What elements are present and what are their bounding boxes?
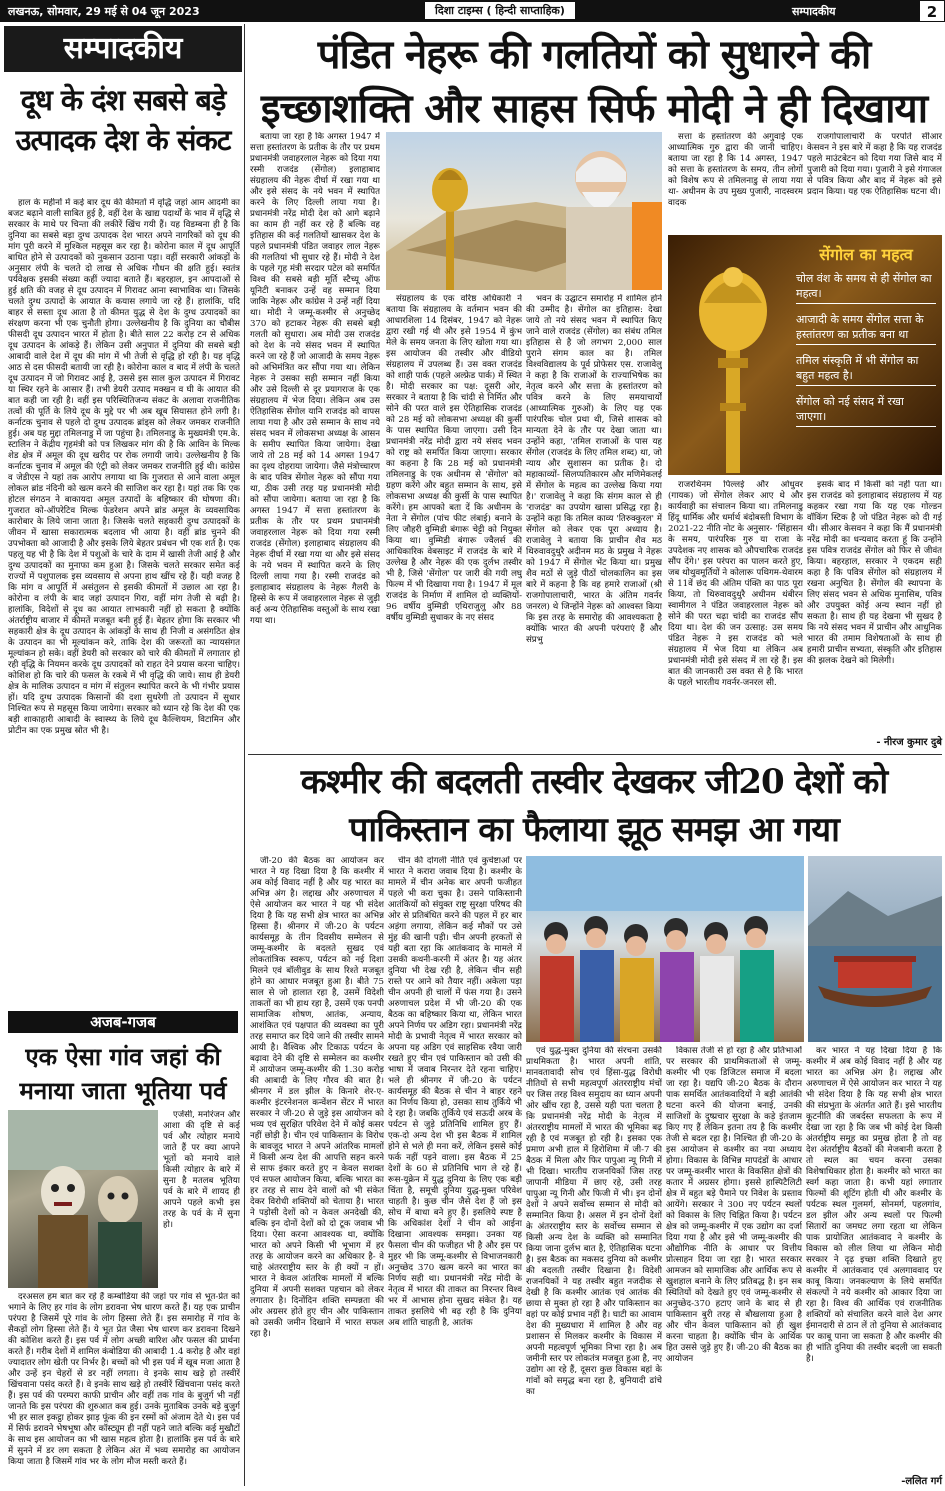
article1-col3: भवन के उद्घाटन समारोह में शामिल होने की उम्मीद है। सेंगोल का इतिहास: देखा जाये तो नये संसद भवन में स्थापित किए जाने वाले राजदंड (सेंगोल) का संबंध तमिल इतिहास से है जो लगभग 2,000 साल पुराने संगम काल का है। तमिल विश्वविद्यालय के पूर्व प्रोफेसर एस. राजावेलु ने कहा है कि राजाओं के राज्याभिषेक का नेतृत्व करने और सत्ता के हस्तांतरण को पवित्र करने के लिए समयाचार्यों (आध्यात्मिक गुरुओं) के लिए यह एक पारंपरिक चोल प्रथा थी, जिसे शासक को मान्यता देने के तौर पर देखा जाता था। उन्होंने कहा, 'तमिल राजाओं के पास यह सेंगोल (राजदंड के लिए तमिल शब्द) था, जो न्याय और सुशासन का प्रतीक है। दो महाकाव्यों- सिलप्पतिकारम और मणिमेकलई में सेंगोल के महत्व का उल्लेख किया गया है।' राजावेलु ने कहा कि संगम काल से ही 'राजदंड' का उपयोग खासा प्रसिद्ध रहा है। उन्होंने कहा कि तमिल काव्य 'तिरुक्कुरल' में सेंगोल को लेकर एक पूरा अध्याय है। राजावेलु ने बताया कि प्राचीन शैव मठ थिरुवावदुथुरै अदीनम मठ के प्रमुख ने नेहरू को 1947 में सेंगोल भेंट किया था। प्रमुख शैव मठों से जुड़े पीठों चोलकालिन का इस बारे में कहना है कि वह हमारे राजाओं (श्री राजगोपालाचारी, भारत के अंतिम गवर्नर जनरल) थे जिन्होंने नेहरू को आश्वस्त किया कि इस तरह के समारोह की आवश्यकता है क्योंकि भारत की अपनी परंपराएं हैं और संप्रभु — [526, 294, 662, 645]
article1-col4: सत्ता के हस्तांतरण की अगुवाई एक आध्यात्मिक गुरु द्वारा की जानी चाहिए। बताया जा रहा है कि 14 अगस्त, 1947 को सत्ता के हस्तांतरण के समय, तीन लोगों को विशेष रूप से तमिलनाडु से लाया गया था- अधीनम के उप मुख्य पुजारी, नादस्वरम वादक — [668, 132, 803, 208]
dateline: लखनऊ, सोमवार, 29 मई से 04 जून 2023 — [8, 5, 200, 18]
article2-col5: कर भारत ने यह दिखा दिया है कि कश्मीर में अब कोई विवाद नहीं है और यह भारत का अभिन्न अंग है। लद्दाख और अरुणाचल में ऐसे आयोजन कर भारत ने यह भी संदेश दिया है कि यह सभी क्षेत्र भारत की संप्रभुता के अंतर्गत आते हैं। इसे भारतीय कूटनीति की जबर्दस्त सफलता के रूप में देखा जा रहा है कि जब भी कोई देश किसी अंतर्राष्ट्रीय समूह का प्रमुख होता है तो वह देश अंतर्राष्ट्रीय बैठकों की मेजबानी करता है तो स्थल का चयन करना उसका विशेषाधिकार होता है। कश्मीर को भारत का स्वर्ग कहा जाता है। कभी यहां लगातार फिल्मों की शूटिंग होती थी और कश्मीर के पर्यटक स्थल गुलमर्ग, सोनमर्ग, पहलगांव, डल झील और अन्य स्थलों पर फिल्मी सितारों का जमघट लगा रहता था लेकिन पाक प्रायोजित आतंकवाद ने कश्मीर के विकास को लील लिया था लेकिन मोदी सरकार ने दृढ़ इच्छा शक्ति दिखाते हुए कश्मीर में आतंकवाद एवं अलगाववाद पर काबू किया। जनकल्याण के लिये समर्पित संकल्पों ने नये कश्मीर को आकार दिया जा रहा है। विश्व की आर्थिक एवं राजनीतिक शक्तियों को संचालित करने वाले देश अगर ईमानदारी से ठान लें तो दुनिया से आतंकवाद पर काबू पाना जा सकता है और कश्मीर की ही भांति दुनिया की तस्वीर बदली जा सकती है। — [806, 1046, 942, 1364]
sengol-importance-box — [668, 235, 942, 475]
article1-col2: संग्रहालय के एक वरिष्ठ अधिकारी ने बताया कि संग्रहालय के वर्तमान भवन की आधारशिला 14 दिसंबर, 1947 को नेहरू द्वारा रखी गई थी और इसे 1954 में कुंभ मेले के समय जनता के लिए खोला गया था। इस आयोजन की तस्वीर और वीडियो संग्रहालय में उपलब्ध हैं। उस वक्त राजदंड को शाही पार्क (पहले अल्फ्रेड पार्क) में स्थित है। मोदी सरकार का पक्ष: दूसरी ओर, सरकार ने बताया है कि चांदी से निर्मित और सोने की परत वाले इस ऐतिहासिक राजदंड को 28 मई को लोकसभा अध्यक्ष की कुर्सी के पास स्थापित किया जाएगा। उसी दिन प्रधानमंत्री नरेंद्र मोदी द्वारा नये संसद भवन को राष्ट्र को समर्पित किया जाएगा। सरकार का कहना है कि 28 मई को प्रधानमंत्री तमिलनाडु के एक अधीनम से 'सेंगोल' को ग्रहण करेंगे और बहुत सम्मान के साथ, इसे लोकसभा अध्यक्ष की कुर्सी के पास स्थापित करेंगे। हम आपको बता दें कि अधीनम के नेता ने सेंगोल (पांच फीट लंबाई) बनाने के लिए जौहरी वुम्मिडी बंगारू चेट्टी को नियुक्त किया था। वुम्मिडी बंगारू ज्वैलर्स की आधिकारिक वेबसाइट में राजदंड के बारे में उल्लेख है और नेहरू की एक दुर्लभ तस्वीर भी है, जिसे 'सेंगोल' पर जारी की गयी लघु फिल्म में भी दिखाया गया है। 1947 में मूल राजदंड के निर्माण में शामिल दो व्यक्तियों- 96 वर्षीय वुम्मिडी एथिराजुलु और 88 वर्षीय वुम्मिडी सुधाकर के नए संसद — [386, 294, 522, 623]
g20-delegates-photo — [526, 856, 804, 1042]
page-header — [0, 0, 945, 22]
article1-headline: पंडित नेहरू की गलतियों को सुधारने की इच्छाशक्ति और साहस सिर्फ मोदी ने ही दिखाया — [260, 31, 928, 132]
section-divider — [248, 754, 942, 755]
editorial-label: सम्पादकीय — [4, 26, 242, 72]
article2-col3: एवं युद्ध-मुक्त दुनिया की संरचना उसकी प्राथमिकता है। भारत अपनी शांति, मानवतावादी सोच एवं हिंसा-युद्ध विरोधी नीतियों से सभी महत्वपूर्ण अंतरराष्ट्रीय मंचों पर जिस तरह विश्व समुदाय का ध्यान अपनी ओर खींच रहा है, उससे यही पता चलता है कि प्रधानमंत्री नरेंद्र मोदी के नेतृत्व में अंतरराष्ट्रीय मामलों में भारत की भूमिका बढ़ रही है एवं मजबूत हो रही है। इसका एक प्रमाण अभी हाल में हिरोशिमा में जी-7 की बैठक में मिला और फिर पापुआ न्यू गिनी में भी दिखा। भारतीय राजनयिकों जिस तरह जापानी मीडिया में छाए रहे, उसी तरह पापुआ न्यू गिनी और फिजी में भी। इन दोनों देशों ने अपने सर्वोच्च सम्मान से मोदी को सम्मानित किया है। असल में इन दोनों देशों के अंतरराष्ट्रीय स्तर के सर्वोच्च सम्मान से किसी अन्य देश के व्यक्ति को सम्मानित किया जाना दुर्लभ बात है, ऐतिहासिक घटना है। इस बैठक का मकसद दुनिया को कश्मीर की बदलती तस्वीर दिखाना है। विदेशी राजनयिकों ने यह तस्वीर बहुत नजदीक से देखी है कि कश्मीर आतंक एवं आतंक की छाया से मुक्त हो रहा है और पाकिस्तान का वहां पर कोई प्रभाव नहीं है। घाटी का आवाम देश की मुख्यधारा में शामिल है और वह प्रशासन से मिलकर कश्मीर के विकास में अपनी महत्वपूर्ण भूमिका निभा रहा है। अब जमीनी स्तर पर लोकतंत्र मजबूत हुआ है, नए उद्योग आ रहे हैं, दूसरा कुछ विकास बहां के गांवों को समृद्ध बना रहा है, बुनियादी ढांचे का — [526, 1046, 662, 1397]
article2-col1: जी-20 की बैठक का आयोजन कर भारत ने यह दिखा दिया है कि कश्मीर में अब कोई विवाद नहीं है और यह भारत का अभिन्न अंग है। लद्दाख और अरुणाचल में ऐसे आयोजन कर भारत ने यह भी संदेश दिया है कि यह सभी क्षेत्र भारत का अभिन्न हिस्सा हैं। श्रीनगर में जी-20 के पर्यटन कार्यसमूह के तीन दिवसीय सम्मेलन से जम्मू-कश्मीर के बदलते सुखद एवं लोकतांत्रिक स्वरूप, पर्यटन को नई दिशा मिलने एवं बॉलीवुड के साथ रिश्ते मजबूत होने का आधार मजबूत हुआ है। बीते 75 साल से जो हालात रहा है, उसमें विदेशी ताकतों का भी हाथ रहा है, उसमें एक पनपी सामाजिक शोषण, आतंक, अन्याय, आशंकित एवं पक्षपात की व्यवस्था का पूरी तरह समाप्त कर दिये जाने की तस्वीर सामने आयी है। वैश्विक और टिकाऊ पर्यटन के बढ़ावा देने की दृष्टि से सम्मेलन का कश्मीर में आयोजन जम्मू-कश्मीर की 1.30 करोड़ की आबादी के लिए गौरव की बात है। श्रीनगर में डल झील के किनारे शेर-ए-कश्मीर इंटरनेशनल कन्वेंशन सेंटर में भारत सरकार ने जी-20 से जुड़े इस आयोजन को भव्य एवं सुरक्षित परिवेश देने में कोई कसर नहीं छोड़ी है। चीन एवं पाकिस्तान के विरोध के बावजूद भारत ने अपने आंतरिक मामलों में किसी अन्य देश की आपत्ति सहन करने से साफ इंकार करते हुए न केवल सशक्त एवं सफल आयोजन किया, बल्कि भारत का हर तरह से साथ देने वालों को भी संकेत देकर विरोधी शक्तियों को चेताया है। भारत ने पड़ोसी देशों को न केवल अनदेखी की, बल्कि इन दोनों देशों को दो टूक जवाब भी दिया। ऐसा करना आवश्यक था, क्योंकि भारत को अपने किसी भी भूभाग में हर तरह के आयोजन करने का अधिकार है- वे चाहे अंतरराष्ट्रीय स्तर के ही क्यों न हों। भारत ने केवल आंतरिक मामलों में बल्कि दुनिया में अपनी सशक्त पहचान को लेकर लगातार है। दिनोंदिन शक्ति सम्पन्नता की ओर अग्रसर होते हुए चीन और पाकिस्तान को उसकी जमीन दिखाने में भारत सफल रहा है। — [250, 856, 384, 1339]
paper-name: दिशा टाइम्स ( हिन्दी साप्ताहिक) — [425, 2, 575, 19]
sengol-icon — [674, 263, 792, 473]
shikara-photo — [808, 856, 942, 1042]
editorial-body: हाल के महीनों में कई बार दूध की कीमतों में वृद्धि जहां आम आदमी का बजट बढ़ाने वाली साबित हुई है, वहीं देश के खाद्य पदार्थों के भाव में वृद्धि से सरकार के माथे पर चिन्ता की लकीरें खिंच गयी हैं। यह विडम्बना ही है कि दुनिया का सबसे बड़ा दुग्ध उत्पादक देश भारत अपने नागरिकों को दूध की मांग पूरी करने में मुश्किल महसूस कर रहा है। कोरोना काल में दूध आपूर्ति बाधित होने से उत्पादकों को नुकसान उठाना पड़ा। वहीं सरकारी आंकड़ों के अनुसार लंपी के चलते दो लाख से अधिक गौधन की क्षति हुई। स्वतंत्र पर्यवेक्षक इसकी संख्या कहीं ज्यादा बताते हैं। बहरहाल, इन आपदाओं से हुई क्षति की वजह से दूध उत्पादन में गिरावट आना स्वाभाविक था। जिसके चलते दुग्ध उत्पादों के आयात के कयास लगाये जा रहे हैं। हालांकि, यदि बाहर से सस्ता दूध आता है तो कीमत युद्ध से देश के दुग्ध उत्पादकों का संरक्षण करना भी एक चुनौती होगा। उल्लेखनीय है कि दुनिया का चौबीस फीसदी दूध उत्पादन भारत में होता है। बीते साल 22 करोड़ टन से अधिक दूध उत्पादन के आंकड़े हैं। लेकिन उसी अनुपात में दुनिया की सबसे बड़ी आबादी वाले देश में दूध की मांग में भी तेजी से वृद्धि हो रही है। यह वृद्धि आठ से दस फीसदी बतायी जा रही है। कोरोना काल व बाद में लंपी के चलते दूध उत्पादन में जो गिरावट आई है, उससे इस साल कुल उत्पादन में गिरावट या स्थिर रहने के आसार हैं। तभी डेयरी उत्पाद मक्खन व घी के आयात की बात कही जा रही है। वहीं इस परिस्थितिजन्य संकट के अलावा राजनीतिक तत्वों की पूर्ति के लिये दूध के मुद्दे पर भी अब खूब सियासत होने लगी है। कर्नाटक चुनाव से पहले दो दुग्ध उत्पादक ब्रांड्स को लेकर जमकर राजनीति हुई। अब यह मुद्दा तमिलनाडु में जा पहुंचा है। तमिलनाडु के मुख्यमंत्री एम.के. स्टालिन ने केंद्रीय गृहमंत्री को पत्र लिखकर मांग की है कि आविन के मिल्क शेड क्षेत्र में अमूल की दूध खरीद पर रोक लगायी जाये। उल्लेखनीय है कि कर्नाटक चुनाव में अमूल की एंट्री को लेकर जमकर राजनीति हुई थी। कांग्रेस व जेडीएस ने यहां तक आरोप लगाया था कि गुजरात से आने वाला अमूल लोकल ब्रांड नंदिनी को खत्म करने की साजिश कर रहा है। यहां तक कि एक होटल संगठन ने बाकायदा अमूल उत्पादों के बहिष्कार की घोषणा की। गुजरात को-ऑपरेटिव मिल्क फेडरेशन अपने ब्रांड अमूल के व्यवसायिक कारोबार के लिये जाना जाता है। जिसके चलते सहकारी दुग्ध उत्पादकों के जीवन में खासा सकारात्मक बदलाव भी आया है। वहीं ब्रांड चुनने की उपभोक्ता को आजादी है और इसके लिये बेहतर प्रबंधन भी एक शर्त है। एक पहलू यह भी है कि देश में पशुओं के चारे के दाम में खासी तेजी आई है और दुग्ध उत्पादकों का मुनाफा कम हुआ है। जिसके चलते सरकार समेत कई राज्यों में पशुपालक इस व्यवसाय से अपना हाथ खींच रहे हैं। यही वजह है कि मांग व आपूर्ति में असंतुलन से इसकी कीमतों में उछाल आ रहा है। कोरोना व लंपी के बाद जहां उत्पादन गिरा, वहीं मांग तेजी से बढ़ी है। हालांकि, विदेशों से दूध का आयात लाभकारी नहीं हो सकता है क्योंकि अंतर्राष्ट्रीय बाजार में कीमतें मजबूत बनी हुई हैं। बेहतर होगा कि सरकार भी सहकारी क्षेत्र के दूध उत्पादन के आंकड़ों के साथ ही निजी व असंगठित क्षेत्र के उत्पादन का भी मूल्यांकन करे, ताकि देश की जरूरतों का न्यायसंगत मूल्यांकन हो सके। वहीं डेयरी को सरकार को चारे की कीमतों में लगातार हो रही वृद्धि के नियमन करके दूध उत्पादकों को राहत देने प्रयास करना चाहिए। कोशिश हो कि चारे की फसल के रकबे में भी वृद्धि की जाये। साथ ही डेयरी क्षेत्र के मालिक उत्पादन व मांग में संतुलन स्थापित करने के भी गंभीर प्रयास हों। यदि दुग्ध उत्पादक किसानों की दशा सुधरेगी तो उत्पादन में सुधार निश्चित रूप से महसूस किया जायेगा। सरकार को ध्यान रहे कि देश की एक बड़ी शाकाहारी आबादी के स्वास्थ्य के लिये दूध कैल्शियम, विटामिन और प्रोटीन का एक प्रमुख स्रोत भी है। — [8, 198, 240, 736]
feature-intro: एजेंसी, मनोरंजन और आशा की दृष्टि से कई पर्व और त्योहार मनाये जाते हैं पर क्या आपने भूतों को मनाये वाले किसी त्योहार के बारे में सुना है मतलब भूतिया पर्व के बारे में शायद ही आपने पहले कभी इस तरह के पर्व के में सुना हो। — [163, 1110, 240, 1230]
article2-byline: -ललित गर्ग — [901, 1476, 942, 1487]
column-divider — [244, 24, 245, 1486]
section-name: सम्पादकीय — [792, 5, 836, 18]
editorial-headline: दूध के दंश सबसे बड़े उत्पादक देश के संकट — [15, 83, 231, 157]
sengol-point: आजादी के समय सेंगोल सत्ता के हस्तांतरण का प्रतीक बना था — [796, 312, 936, 345]
article1-col5: राजगोपालाचारी के परपोते सीआर केसवन ने इस बारे में कहा है कि यह राजदंड पहले माउंटबेटन को दिया गया जिसे बाद में पुजारी को दिया गया। पुजारी ने इसे गंगाजल से पवित्र किया और बाद में नेहरू को इसे प्रदान किया। यह एक ऐतिहासिक घटना थी। — [807, 132, 942, 197]
article1-col4b: राजरथिनम पिल्लई और ओधुवर (गायक) जो सेंगोल लेकर आए थे और कार्यवाही का संचालन किया था। तमिलनाडु हिंदू धार्मिक और धर्मार्थ बंदोबस्ती विभाग के 2021-22 नीति नोट के अनुसार- 'सिंहासन के समय, पारंपरिक गुरु या राजा के उपदेशक नए शासक को औपचारिक राजदंड सौंप देंगे।' इस परंपरा का पालन करते हुए, जब थोथुवमूर्तियों ने कोलारू पथिगम-थेवारम से 11वें छंद की अंतिम पंक्ति का पाठ पूरा किया, तो थिरुवावदुथुरै अधीनम थंबीरन स्वामीगल ने पंडित जवाहरलाल नेहरू को सोने की परत चढ़ा चांदी का राजदंड सौंप दिया था। देश की जन उत्साह: उस समय पंडित नेहरू ने इस राजदंड को भले संग्रहालय में भेज दिया था लेकिन अब प्रधानमंत्री मोदी इसे संसद में ला रहे हैं। इस बात की जानकारी उस वक्त से है कि भारत के पहले भारतीय गवर्नर-जनरल सी. — [668, 480, 803, 688]
feature-body: दरअसल हम बात कर रहे हैं कम्बोडिया की जहां पर गांव से भूत-प्रेत को भगाने के लिए हर गांव के लोग डरावना भेष धारण करते हैं। यह एक प्राचीन परंपरा है जिसमें पूरे गांव के लोग हिस्सा लेते हैं। इस समारोह में गांव के सैकड़ों लोग हिस्सा लेते हैं। ये भूत प्रेत जैसा भेष धारण कर डरावना दिखने की कोशिश करते हैं। इस पर्व में लोग अच्छी बारिश और फसल की प्रार्थना करते हैं। गरीब देशों में शामिल कंबोडिया की आबादी 1.4 करोड़ है और वहां ज्यादातर लोग खेती पर निर्भर है। बच्चों को भी इस पर्व में खूब मजा आता है और उन्हें इन चेहरों से डर नहीं लगता। वे इनके साथ खड़े हो तस्वीरें खिंचवाना पसंद करते हैं। वे इनके साथ खड़े हो तस्वीरें खिंचवाना पसंद करते हैं। इस पर्व की परम्परा काफी प्राचीन और वहीं तक गांव के बुजुर्ग भी नहीं जानते कि इस परंपरा की शुरुआत कब हुई। उनके मुताबिक उनके बड़े बुजुर्ग भी हर साल इकट्ठा होकर झाड़ फूंक की इन रस्मों को अंजाम देते थे। इस पर्व में सिर्फ डरावने भेषभूषा और कॉस्ट्यूम ही नहीं पहने जाते बल्कि कई मुखौटों के साथ इस आयोजन का भी खास महत्व होता है। हालांकि इस पर्व के बारे में सुनने में डर लग सकता है लेकिन अंत में भव्य समारोह का आयोजन किया जाता है जिसमें गांव भर के लोग मौज मस्ती करते हैं। — [8, 1292, 240, 1467]
article2-col4: विकास तेजी से हो रहा है और प्रतिभाओं पर सरकार की प्राथमिकताओं से जम्मू-कश्मीर भी एक डिजिटल समाज में बदला जा रहा है। यद्यपि जी-20 बैठक के दौरान पाक समर्थित आतंकवादियों ने बड़ी आतंकी घटना करने की योजना बनाई, उनकी साजिशों के दुष्प्रचार सुरक्षा के कड़े इंतजाम किए गए हैं लेकिन इतना तय है कि कश्मीर तेजी से बदल रहा है। निश्चित ही जी-20 के इस आयोजन से कश्मीर का नया अध्याय होगा। विकास के विभिन्न मापदंडों के आधार पर जम्मू-कश्मीर भारत के विकसित क्षेत्रों की कतार में अग्रसर होगा। इससे हास्पिटैलिटी क्षेत्र में बहुत बड़े पैमाने पर निवेश के प्रस्ताव आयेंगे। सरकार ने 300 नए पर्यटन स्थलों को विकास के लिए चिह्नित किया है। पर्यटन क्षेत्र को जम्मू-कश्मीर में एक उद्योग का दर्जा दिया गया है और इसे भी जम्मू-कश्मीर की औद्योगिक नीति के आधार पर वित्तीय प्रोत्साहन दिया जा रहा है। भारत सरकार आमजन को सामाजिक और आर्थिक रूप से खुशहाल बनाने के लिए प्रतिबद्ध है। इन सब स्थितियों को देखते हुए एवं जम्मू-कश्मीर से अनुच्छेद-370 हटाए जाने के बाद से ही पाकिस्तान बुरी तरह से बौखलाया हुआ है और चीन केवल पाकिस्तान को ही खुश करना चाहता है। क्योंकि चीन के आर्थिक हित उससे जुड़े हुए हैं। जी-20 की बैठक का आयोजन — [666, 1046, 802, 1364]
feature-headline: एक ऐसा गांव जहां की मनाया जाता भूतिया पर्व — [19, 1042, 227, 1105]
article1-col1: बताया जा रहा है कि अगस्त 1947 में सत्ता हस्तांतरण के प्रतीक के तौर पर प्रथम प्रधानमंत्री जवाहरलाल नेहरू को दिया गया रस्मी राजदंड (सेंगोल) इलाहाबाद संग्रहालय की नेहरू दीर्घा में रखा गया था और इसे संसद के नये भवन में स्थापित करने के लिए दिल्ली लाया गया है। प्रधानमंत्री नरेंद्र मोदी देश को आगे बढ़ाने का काम ही नहीं कर रहे हैं बल्कि वह इतिहास की कई गलतियों खासकर देश के पहले प्रधानमंत्री पंडित जवाहर लाल नेहरू की गलतियां भी सुधार रहे हैं। मोदी ने देश के पहले गृह मंत्री सरदार पटेल को समर्पित विश्व की सबसे बड़ी मूर्ति स्टैच्यू ऑफ यूनिटी बनाकर उन्हें वह सम्मान दिया जाकि नेहरू और कांग्रेस ने उन्हें नहीं दिया था। मोदी ने जम्मू-कश्मीर से अनुच्छेद 370 को हटाकर नेहरू की सबसे बड़ी गलती को सुधारा। अब मोदी उस राजदंड को देश के नये संसद भवन में स्थापित करने जा रहे हैं जो आजादी के समय नेहरू को अभिमंत्रित कर सौंपा गया था। लेकिन नेहरू ने उसका सही सम्मान नहीं किया और उसे दिल्ली से दूर प्रयागराज के एक संग्रहालय में भेज दिया। लेकिन अब उस ऐतिहासिक सेंगोल यानि राजदंड को वापस लाया गया है और उसे सम्मान के साथ नये संसद भवन में लोकसभा अध्यक्ष के आसन के समीप स्थापित किया जायेगा। देखा जाये तो 28 मई को 14 अगस्त 1947 का दृश्य दोहराया जायेगा। जैसे मंत्रोच्चारण के बाद पवित्र सेंगोल नेहरू को सौंपा गया था, ठीक उसी तरह यह प्रधानमंत्री मोदी को सौंपा जायेगा। बताया जा रहा है कि अगस्त 1947 में सत्ता हस्तांतरण के प्रतीक के तौर पर प्रथम प्रधानमंत्री जवाहरलाल नेहरू को दिया गया रस्मी राजदंड (सेंगोल) इलाहाबाद संग्रहालय की नेहरू दीर्घा में रखा गया था और इसे संसद के नये भवन में स्थापित करने के लिए दिल्ली लाया गया है। रस्मी राजदंड को इलाहाबाद संग्रहालय के नेहरू गैलरी के हिस्से के रूप में जवाहरलाल नेहरू से जुड़ी कई अन्य ऐतिहासिक वस्तुओं के साथ रखा गया था। — [250, 132, 380, 626]
article2-col2: चीन की दोगली नीति एवं कुचेष्टाओं पर भारत ने करारा जवाब दिया है। कश्मीर के मामले में चीन अनेक बार अपनी फजीहत पहले भी करा चुका है। उसने पाकिस्तानी आतंकियों को संयुक्त राष्ट्र सुरक्षा परिषद की ओर से प्रतिबंधित करने की पहल में हर बार अड़ंगा लगाया, लेकिन कई मौकों पर उसे मुंह की खानी पड़ी। चीन अपनी हरकतों से यही बता रहा कि आतंकवाद के मामले में उसकी कथनी-करनी में अंतर है। यह अंतर दुनिया भी देख रही है, लेकिन चीन सही रास्ते पर आने को तैयार नहीं। अकेला पड़ा चीन अपनी ही चालों में फंस गया है। उसने अरुणाचल प्रदेश में भी जी-20 की एक बैठक का बहिष्कार किया था, लेकिन भारत अपने निर्णय पर अडिग रहा। प्रधानमंत्री नरेंद्र मोदी के प्रभावी नेतृत्व में भारत सरकार को अपना यह अडिग एवं साहसिक रवैया जारी रखते हुए चीन एवं पाकिस्तान को उसी की भाषा में जवाब निरन्तर देते रहना चाहिए। भले ही श्रीनगर में जी-20 के पर्यटन कार्यसमूह की बैठक से चीन ने बाहर रहने का निर्णय किया हो, उसका साथ तुर्किये भी दे रहा है। जबकि तुर्किये एवं सऊदी अरब के पर्यटन से जुड़े प्रतिनिधि शामिल हुए हैं। एक-दो अन्य देश भी इस बैठक में शामिल होने से भले ही मना करें, लेकिन इससे कोई फर्क नहीं पड़ने वाला। इस बैठक में 25 देशों के 60 से प्रतिनिधि भाग ले रहे हैं। रूस-यूक्रेन में युद्ध दुनिया के लिए एक बड़ी चिंता है, समूची दुनिया युद्ध-मुक्त परिवेश चाहती है। कुछ चीन जैसे देश हैं जो इस सोच में बाधा बने हुए हैं। इसलिये स्पष्ट है कि अधिकांश देशों ने चीन को आईना दिखाना आवश्यक समझा। उनका यह फैसला चीन की फजीहत भी है और इस पर मुहर भी कि जम्मू-कश्मीर से विभाजनकारी अनुच्छेद 370 खत्म करने का भारत का निर्णय सही था। प्रधानमंत्री नरेंद्र मोदी के नेतृत्व में भारत की ताकत का निरन्तर विश्व भर में आभास होना सुखद संकेत है। यह ताकत इसलिये भी बढ़ रही है कि दुनिया अब शांति चाहती है, आतंक — [388, 856, 522, 1328]
sengol-point: चोल वंश के समय से ही सेंगोल का महत्व। — [796, 271, 936, 304]
sengol-points-list — [796, 271, 936, 427]
modi-sengol-photo — [386, 132, 662, 290]
article2-headline: कश्मीर की बदलती तस्वीर देखकर जी20 देशों को पाकिस्तान का फैलाया झूठ समझ आ गया — [300, 762, 888, 850]
page-number: 2 — [919, 0, 945, 22]
sengol-box-title: सेंगोल का महत्व — [819, 245, 913, 264]
article1-col5b: इसके बाद में किसी को नहीं पता था। इस राजदंड को इलाहाबाद संग्रहालय में यह कहकर रखा गया कि यह एक गोल्डन वॉकिंग स्टिक है जो पंडित नेहरू को दी गई थी। सीआर केसवन ने कहा कि मैं प्रधानमंत्री नरेंद्र मोदी का धन्यवाद करता हूं कि उन्होंने इस पवित्र राजदंड सेंगोल को फिर से जीवंत किया। बहरहाल, सरकार ने एकदम सही कहा है कि पवित्र सेंगोल को संग्रहालय में रखना अनुचित है। सेंगोल की स्थापना के लिए संसद भवन से अधिक मुनासिब, पवित्र और उपयुक्त कोई अन्य स्थान नहीं हो सकता है। साथ ही यह देखना भी सुखद है कि नये संसद भवन में प्राचीन और आधुनिक भारत की तमाम विशेषताओं के साथ ही हमारी प्राचीन सभ्यता, संस्कृति और इतिहास की झलक देखने को मिलेगी। — [807, 480, 942, 666]
article1-byline: - नीरज कुमार दुबे — [876, 737, 942, 748]
feature-label: अजब-गजब — [8, 1011, 238, 1033]
ghost-festival-photo — [8, 1110, 158, 1288]
sengol-point: सेंगोल को नई संसद में रखा जाएगा। — [796, 394, 936, 427]
sengol-point: तमिल संस्कृति में भी सेंगोल का बहुत महत्व है। — [796, 353, 936, 386]
